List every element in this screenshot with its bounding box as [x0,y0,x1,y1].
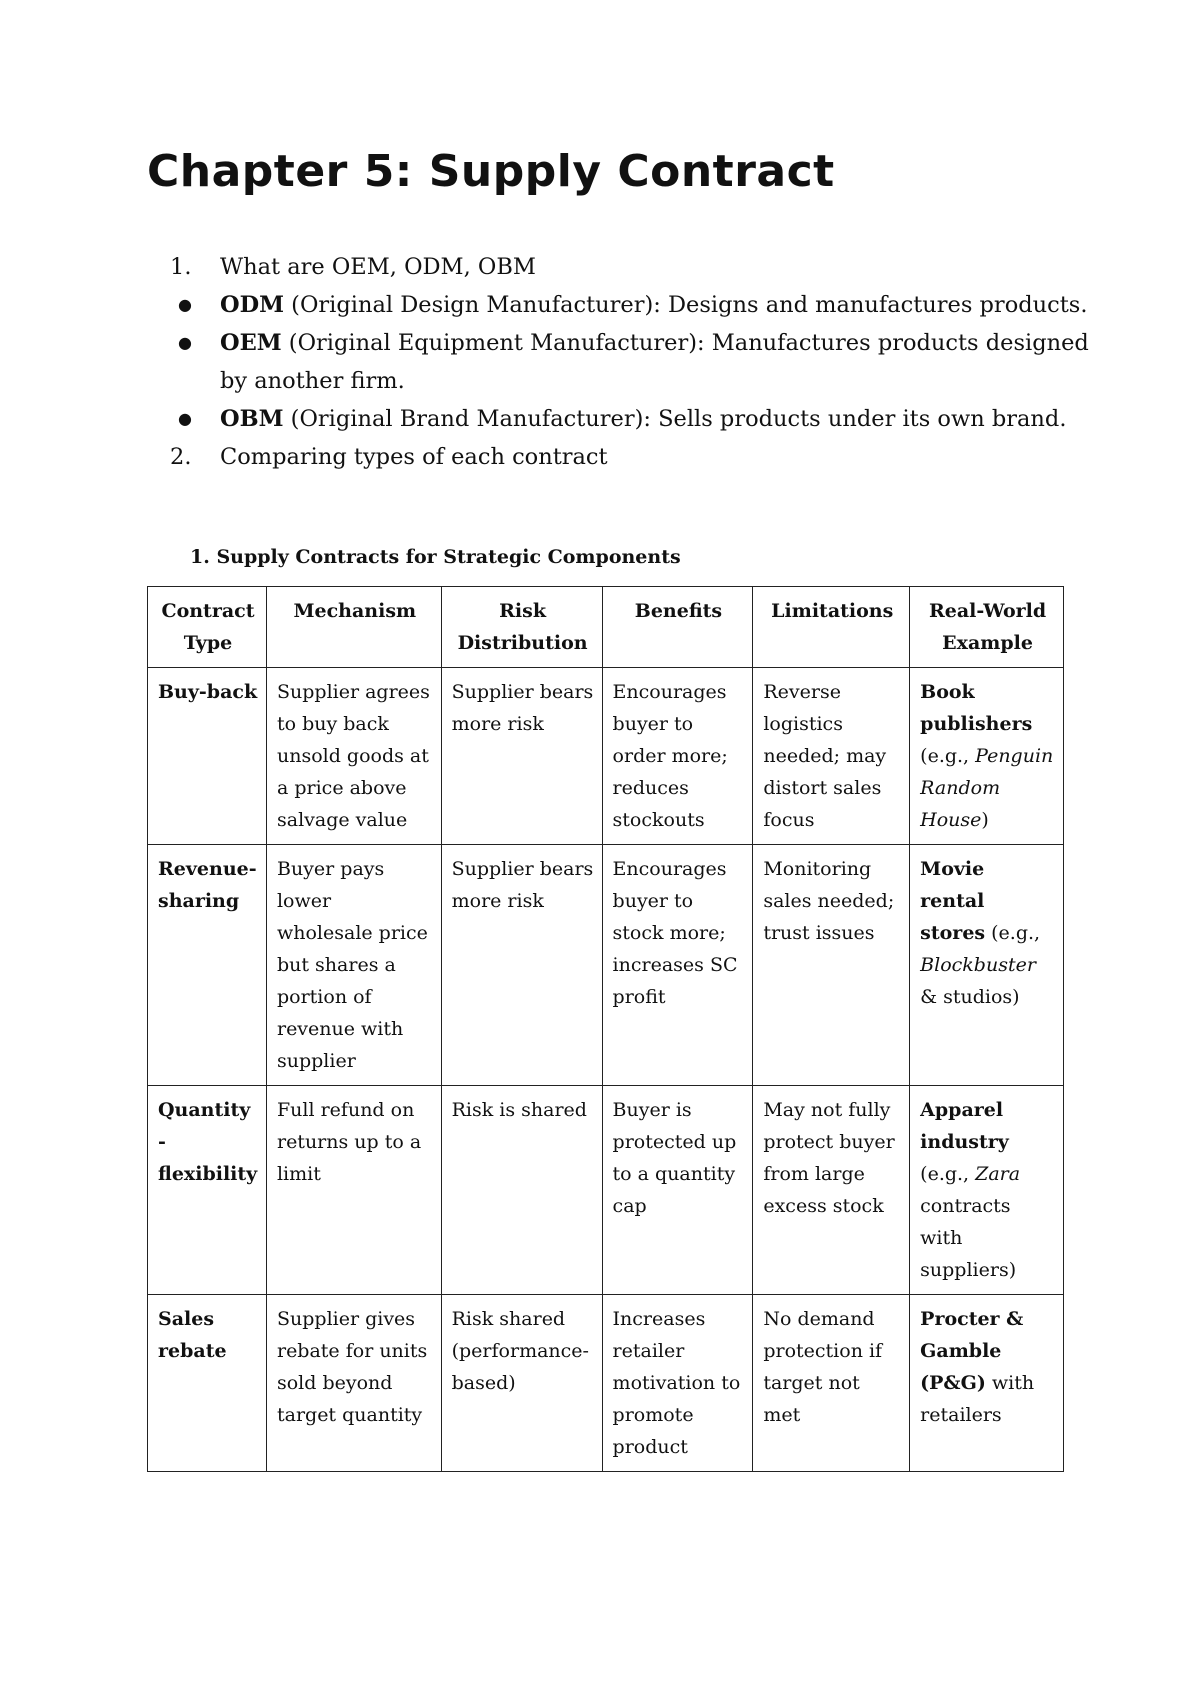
example-cell [910,1295,1064,1472]
table-row [148,1295,1064,1472]
mechanism-cell: Supplier gives rebate for units sold beyond target quantity [266,1295,441,1472]
example-italic: Zara [975,1163,1021,1185]
benefits-cell: Buyer is protected up to a quantity cap [602,1086,753,1295]
bullet-item-odm [170,286,1090,324]
bullet-term: ODM [220,292,285,318]
example-text: (e.g., [920,745,976,767]
risk-cell: Supplier bears more risk [441,845,602,1086]
example-cell [910,1086,1064,1295]
bullet-dot-icon: ● [178,295,192,314]
benefits-cell: Encourages buyer to order more; reduces stockouts [602,668,753,845]
limitations-cell: May not fully protect buyer from large excess stock [753,1086,910,1295]
limitations-cell: Monitoring sales needed; trust issues [753,845,910,1086]
list-item-1 [170,248,1090,286]
example-text: (e.g., [985,922,1041,944]
contract-type-cell: Buy-back [148,668,267,845]
list-item-2 [170,438,1090,476]
mechanism-cell: Supplier agrees to buy back unsold goods at a price above salvage value [266,668,441,845]
risk-cell: Supplier bears more risk [441,668,602,845]
contract-type-cell: Quantity - flexibility [148,1086,267,1295]
list-item-text: What are OEM, ODM, OBM [220,254,536,280]
example-company: Apparel industry [920,1099,1009,1153]
bullet-item-oem [170,324,1090,400]
bullet-dot-icon: ● [178,409,192,428]
contracts-table [147,586,1064,1472]
header-cell: Risk Distribution [441,587,602,668]
bullet-text: (Original Design Manufacturer): Designs and manufactures products. [284,292,1088,318]
example-company: Movie rental stores [920,858,986,944]
example-company: Procter & Gamble (P&G) [920,1308,1024,1394]
example-italic: Blockbuster [920,954,1036,976]
example-text: & studios) [920,986,1020,1008]
content-list [170,248,1090,476]
limitations-cell: No demand protection if target not met [753,1295,910,1472]
benefits-cell: Increases retailer motivation to promote product [602,1295,753,1472]
header-cell: Contract Type [148,587,267,668]
example-text: ) [981,809,989,831]
bullet-text: (Original Equipment Manufacturer): Manufactures products designed by another firm. [220,330,1089,394]
mechanism-cell: Full refund on returns up to a limit [266,1086,441,1295]
example-text: with retailers [920,1372,1035,1426]
example-italic: Penguin Random House [920,745,1054,831]
list-number: 2. [170,444,192,470]
bullet-text: (Original Brand Manufacturer): Sells products under its own brand. [283,406,1067,432]
limitations-cell: Reverse logistics needed; may distort sales focus [753,668,910,845]
bullet-item-obm [170,400,1090,438]
example-text: (e.g., [920,1163,976,1185]
mechanism-cell: Buyer pays lower wholesale price but shares a portion of revenue with supplier [266,845,441,1086]
table-row [148,845,1064,1086]
list-number: 1. [170,254,192,280]
benefits-cell: Encourages buyer to stock more; increases SC profit [602,845,753,1086]
contract-type-cell: Sales rebate [148,1295,267,1472]
page-title: Chapter 5: Supply Contract [147,146,835,197]
example-cell [910,668,1064,845]
table-row [148,1086,1064,1295]
header-cell: Real-World Example [910,587,1064,668]
example-cell [910,845,1064,1086]
bullet-dot-icon: ● [178,333,192,352]
example-text: contracts with suppliers) [920,1195,1017,1281]
header-cell: Benefits [602,587,753,668]
list-item-text: Comparing types of each contract [220,444,608,470]
header-cell: Mechanism [266,587,441,668]
contract-type-cell: Revenue-sharing [148,845,267,1086]
example-company: Book publishers [920,681,1033,735]
table-row [148,668,1064,845]
risk-cell: Risk shared (performance-based) [441,1295,602,1472]
bullet-term: OBM [220,406,284,432]
table-header-row [148,587,1064,668]
table-subheading: 1. Supply Contracts for Strategic Components [190,546,681,568]
header-cell: Limitations [753,587,910,668]
bullet-term: OEM [220,330,282,356]
risk-cell: Risk is shared [441,1086,602,1295]
